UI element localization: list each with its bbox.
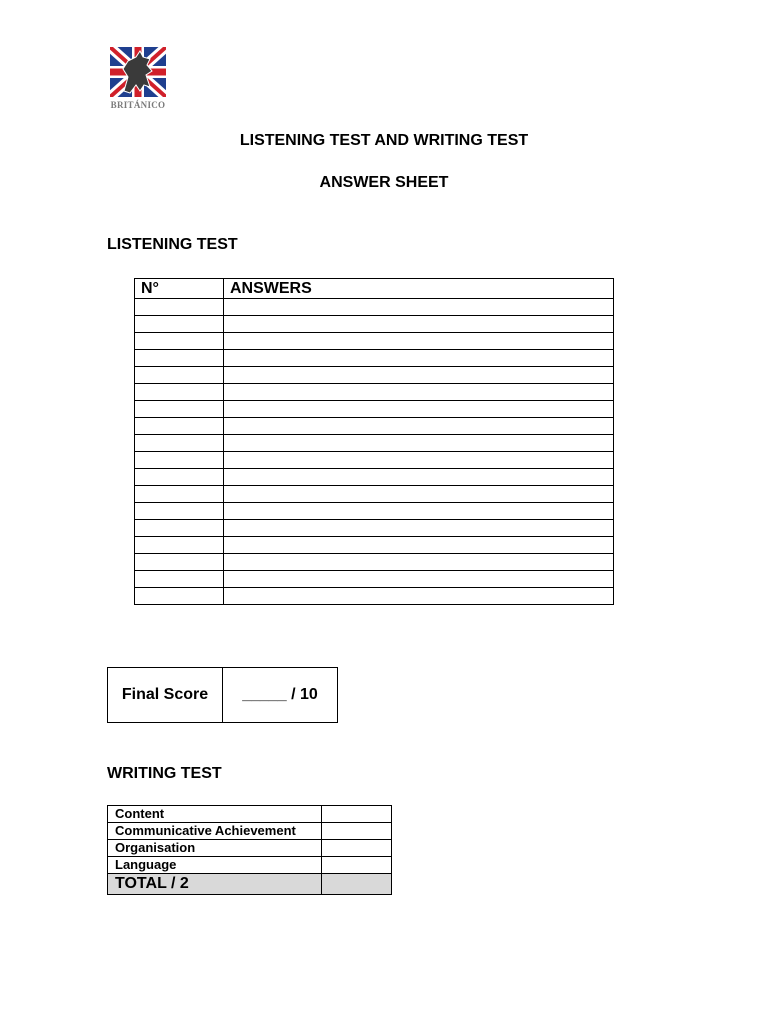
criterion-label: Content: [108, 806, 322, 823]
listening-answers-table: [134, 278, 614, 605]
table-row: [135, 588, 614, 605]
answer-cell[interactable]: [224, 469, 614, 486]
answer-cell[interactable]: [224, 333, 614, 350]
total-score-cell[interactable]: [322, 874, 392, 895]
number-cell[interactable]: [135, 401, 224, 418]
table-row: [135, 350, 614, 367]
criterion-label: Organisation: [108, 840, 322, 857]
table-row: [135, 469, 614, 486]
number-cell[interactable]: [135, 554, 224, 571]
table-row: [135, 384, 614, 401]
criterion-score-cell[interactable]: [322, 840, 392, 857]
number-cell[interactable]: [135, 418, 224, 435]
criterion-label: Language: [108, 857, 322, 874]
number-cell[interactable]: [135, 316, 224, 333]
criterion-score-cell[interactable]: [322, 806, 392, 823]
answer-cell[interactable]: [224, 554, 614, 571]
answer-cell[interactable]: [224, 367, 614, 384]
table-row: [135, 554, 614, 571]
table-row: [108, 857, 392, 874]
table-row: [135, 316, 614, 333]
number-cell[interactable]: [135, 350, 224, 367]
table-row: [135, 401, 614, 418]
number-cell[interactable]: [135, 299, 224, 316]
britanico-logo: [110, 47, 166, 113]
answer-cell[interactable]: [224, 401, 614, 418]
union-jack-lion-icon: [110, 47, 166, 97]
table-row: [108, 840, 392, 857]
answer-cell[interactable]: [224, 452, 614, 469]
number-cell[interactable]: [135, 452, 224, 469]
answer-cell[interactable]: [224, 537, 614, 554]
number-cell[interactable]: [135, 503, 224, 520]
table-row: [135, 367, 614, 384]
answer-cell[interactable]: [224, 435, 614, 452]
logo-text: BRITÁNICO: [110, 100, 166, 110]
answer-cell[interactable]: [224, 384, 614, 401]
writing-criteria-table: [107, 805, 392, 895]
table-row: [135, 520, 614, 537]
number-cell[interactable]: [135, 520, 224, 537]
table-row: [135, 418, 614, 435]
table-row: [135, 333, 614, 350]
table-row: [135, 486, 614, 503]
table-row: [135, 503, 614, 520]
total-label: TOTAL / 2: [108, 874, 322, 895]
number-cell[interactable]: [135, 486, 224, 503]
total-row: [108, 874, 392, 895]
answer-rows: [135, 299, 614, 605]
number-cell[interactable]: [135, 367, 224, 384]
answers-column-header: ANSWERS: [224, 279, 614, 299]
answers-header-row: [135, 279, 614, 299]
number-cell[interactable]: [135, 571, 224, 588]
table-row: [135, 537, 614, 554]
table-row: [135, 435, 614, 452]
criterion-score-cell[interactable]: [322, 857, 392, 874]
final-score-label: Final Score: [108, 668, 223, 723]
final-score-box: [107, 667, 338, 723]
number-cell[interactable]: [135, 469, 224, 486]
final-score-value[interactable]: _____ / 10: [223, 668, 338, 723]
number-column-header: N°: [135, 279, 224, 299]
answer-cell[interactable]: [224, 316, 614, 333]
table-row: [135, 299, 614, 316]
answer-cell[interactable]: [224, 486, 614, 503]
answer-cell[interactable]: [224, 588, 614, 605]
answer-cell[interactable]: [224, 520, 614, 537]
writing-heading: WRITING TEST: [107, 765, 222, 782]
listening-heading: LISTENING TEST: [107, 236, 238, 253]
answer-cell[interactable]: [224, 299, 614, 316]
table-row: [108, 823, 392, 840]
number-cell[interactable]: [135, 537, 224, 554]
table-row: [108, 806, 392, 823]
page-subtitle: ANSWER SHEET: [319, 174, 449, 191]
answer-cell[interactable]: [224, 418, 614, 435]
table-row: [135, 452, 614, 469]
page-title: LISTENING TEST AND WRITING TEST: [239, 132, 529, 149]
number-cell[interactable]: [135, 333, 224, 350]
answer-cell[interactable]: [224, 571, 614, 588]
number-cell[interactable]: [135, 384, 224, 401]
number-cell[interactable]: [135, 435, 224, 452]
criterion-score-cell[interactable]: [322, 823, 392, 840]
table-row: [135, 571, 614, 588]
criterion-label: Communicative Achievement: [108, 823, 322, 840]
answer-cell[interactable]: [224, 350, 614, 367]
answer-cell[interactable]: [224, 503, 614, 520]
number-cell[interactable]: [135, 588, 224, 605]
